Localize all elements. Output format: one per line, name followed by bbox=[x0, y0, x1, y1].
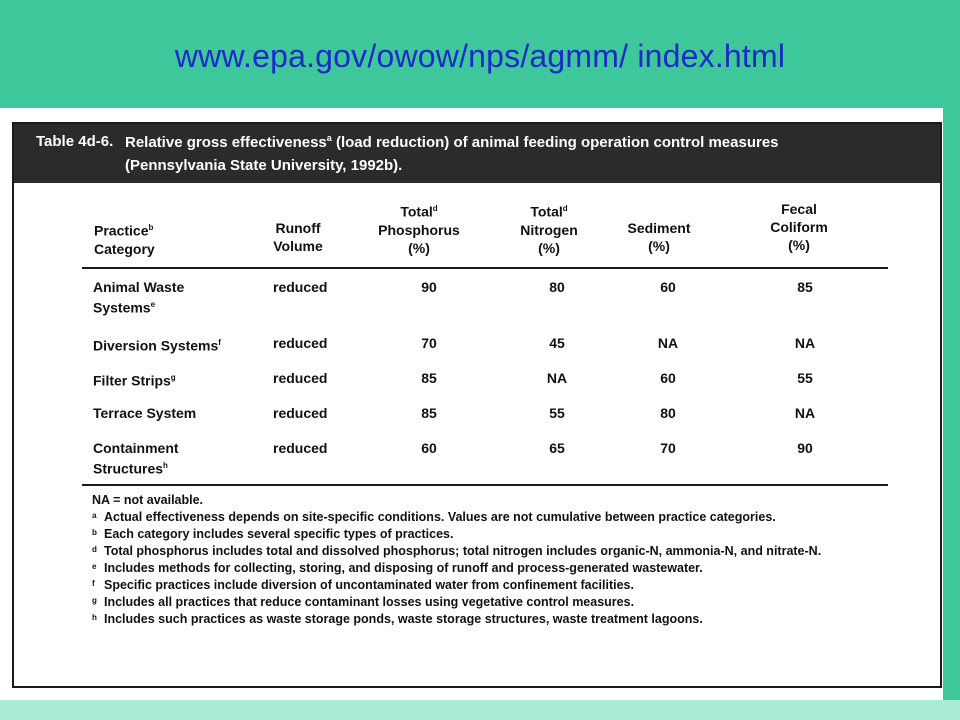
footnote-a-mark: a bbox=[92, 511, 97, 520]
table-row-3-category bbox=[93, 369, 176, 390]
header-phosphorus-sup: d bbox=[432, 204, 438, 213]
row3-coliform: 55 bbox=[797, 370, 813, 386]
header-nitrogen-sup: d bbox=[562, 204, 568, 213]
row4-phosphorus: 85 bbox=[421, 405, 437, 421]
table-title-line1 bbox=[125, 133, 779, 151]
footnote-h bbox=[92, 611, 912, 628]
row1-nitrogen: 80 bbox=[549, 279, 565, 295]
table-frame bbox=[12, 122, 942, 688]
row1-cat-line1: Animal Waste bbox=[93, 279, 185, 295]
row5-cat-line2: Structures bbox=[93, 460, 164, 477]
table-row-4-category bbox=[93, 404, 196, 422]
row3-nitrogen: NA bbox=[546, 370, 568, 386]
header-nitrogen-line2: Nitrogen bbox=[520, 221, 578, 238]
row5-runoff: reduced bbox=[273, 440, 328, 456]
row5-sup: h bbox=[163, 461, 168, 470]
footnote-e-mark: e bbox=[92, 562, 97, 571]
table-caption bbox=[14, 124, 940, 183]
footnote-a bbox=[92, 509, 912, 526]
footnote-b-mark: b bbox=[92, 528, 97, 537]
header-practice-line2: Category bbox=[94, 240, 155, 257]
footnote-e-text: Includes methods for collecting, storing, and disposing of runoff and process-generated wastewater. bbox=[104, 561, 703, 575]
footnote-e bbox=[92, 560, 912, 577]
header-coliform bbox=[744, 200, 854, 254]
row5-phosphorus: 60 bbox=[421, 440, 437, 456]
header-coliform-line2: Coliform bbox=[770, 219, 828, 235]
row2-phosphorus: 70 bbox=[421, 335, 437, 351]
url-title: www.epa.gov/owow/nps/agmm/ index.html bbox=[174, 38, 786, 74]
header-phosphorus-line1: Total bbox=[400, 203, 433, 220]
header-coliform-line1: Fecal bbox=[781, 201, 817, 217]
footnotes bbox=[92, 492, 912, 628]
header-coliform-line3: (%) bbox=[788, 237, 810, 253]
footnote-g-text: Includes all practices that reduce contaminant losses using vegetative control measures. bbox=[104, 595, 635, 609]
header-nitrogen bbox=[494, 200, 604, 257]
header-rule bbox=[82, 267, 888, 269]
row5-coliform: 90 bbox=[797, 440, 813, 456]
row3-phosphorus: 85 bbox=[421, 370, 437, 386]
row3-cat-line1: Filter Strips bbox=[93, 372, 171, 389]
row4-nitrogen: 55 bbox=[549, 405, 565, 421]
table-title-line2: (Pennsylvania State University, 1992b). bbox=[125, 157, 403, 174]
row4-cat-line1: Terrace System bbox=[93, 405, 197, 421]
table-label: Table 4d-6. bbox=[36, 133, 114, 150]
footer-rule bbox=[82, 484, 888, 486]
footnote-g bbox=[92, 594, 912, 611]
header-phosphorus-line3: (%) bbox=[408, 239, 430, 256]
footnote-b bbox=[92, 526, 912, 543]
footnote-f bbox=[92, 577, 912, 594]
header-nitrogen-line3: (%) bbox=[538, 239, 560, 256]
row1-phosphorus: 90 bbox=[421, 279, 437, 295]
slide-content-area bbox=[0, 108, 943, 700]
row2-sup: f bbox=[218, 338, 221, 347]
row3-runoff: reduced bbox=[273, 370, 328, 386]
row2-sediment: NA bbox=[657, 335, 679, 351]
header-phosphorus-line2: Phosphorus bbox=[378, 221, 460, 238]
row5-sediment: 70 bbox=[660, 440, 676, 456]
header-runoff bbox=[258, 219, 338, 255]
row5-nitrogen: 65 bbox=[549, 440, 565, 456]
header-practice-line1: Practice bbox=[94, 222, 149, 239]
footnote-a-text: Actual effectiveness depends on site-specific conditions. Values are not cumulative between practice categories. bbox=[104, 510, 776, 524]
row2-coliform: NA bbox=[794, 335, 816, 351]
header-runoff-line2: Volume bbox=[273, 238, 323, 254]
row1-coliform: 85 bbox=[797, 279, 813, 295]
row1-runoff: reduced bbox=[273, 279, 328, 295]
bottom-strip bbox=[0, 700, 960, 720]
row5-cat-line1: Containment bbox=[93, 440, 179, 456]
footnote-b-text: Each category includes several specific types of practices. bbox=[104, 527, 454, 541]
footnote-g-mark: g bbox=[92, 596, 97, 605]
footnote-f-mark: f bbox=[92, 579, 95, 588]
row3-sup: g bbox=[170, 373, 176, 382]
row3-sediment: 60 bbox=[660, 370, 676, 386]
row2-cat-line1: Diversion Systems bbox=[93, 337, 219, 354]
row2-nitrogen: 45 bbox=[549, 335, 565, 351]
table-row-1-category bbox=[93, 278, 184, 317]
header-sediment-line2: (%) bbox=[648, 238, 670, 254]
row4-sediment: 80 bbox=[660, 405, 676, 421]
table-row-2-category bbox=[93, 334, 221, 355]
table-row-5-category bbox=[93, 439, 179, 478]
footnote-na: NA = not available. bbox=[92, 493, 204, 507]
footnote-d-text: Total phosphorus includes total and dissolved phosphorus; total nitrogen includes organic-N, ammonia-N, and nitrate-N. bbox=[104, 544, 822, 558]
row4-coliform: NA bbox=[794, 405, 816, 421]
header-sediment-line1: Sediment bbox=[627, 220, 691, 236]
table-title-main: Relative gross effectiveness bbox=[125, 134, 327, 151]
header-phosphorus bbox=[359, 200, 479, 257]
footnote-f-text: Specific practices include diversion of uncontaminated water from confinement facilities. bbox=[104, 578, 634, 592]
table-title-sup: a bbox=[326, 133, 332, 143]
footnote-h-mark: h bbox=[92, 613, 97, 622]
row1-cat-line2: Systems bbox=[93, 299, 151, 316]
row4-runoff: reduced bbox=[273, 405, 328, 421]
header-nitrogen-line1: Total bbox=[530, 203, 563, 220]
header-practice bbox=[94, 219, 155, 258]
header-runoff-line1: Runoff bbox=[275, 220, 321, 236]
row1-sediment: 60 bbox=[660, 279, 676, 295]
footnote-d-mark: d bbox=[92, 545, 97, 554]
row1-sup: e bbox=[150, 300, 156, 309]
table-title-rest: (load reduction) of animal feeding operation control measures bbox=[331, 134, 779, 151]
header-practice-sup: b bbox=[148, 223, 154, 232]
row2-runoff: reduced bbox=[273, 335, 328, 351]
footnote-d bbox=[92, 543, 912, 560]
header-sediment bbox=[614, 219, 704, 255]
footnote-h-text: Includes such practices as waste storage ponds, waste storage structures, waste treatment lagoons. bbox=[104, 612, 703, 626]
